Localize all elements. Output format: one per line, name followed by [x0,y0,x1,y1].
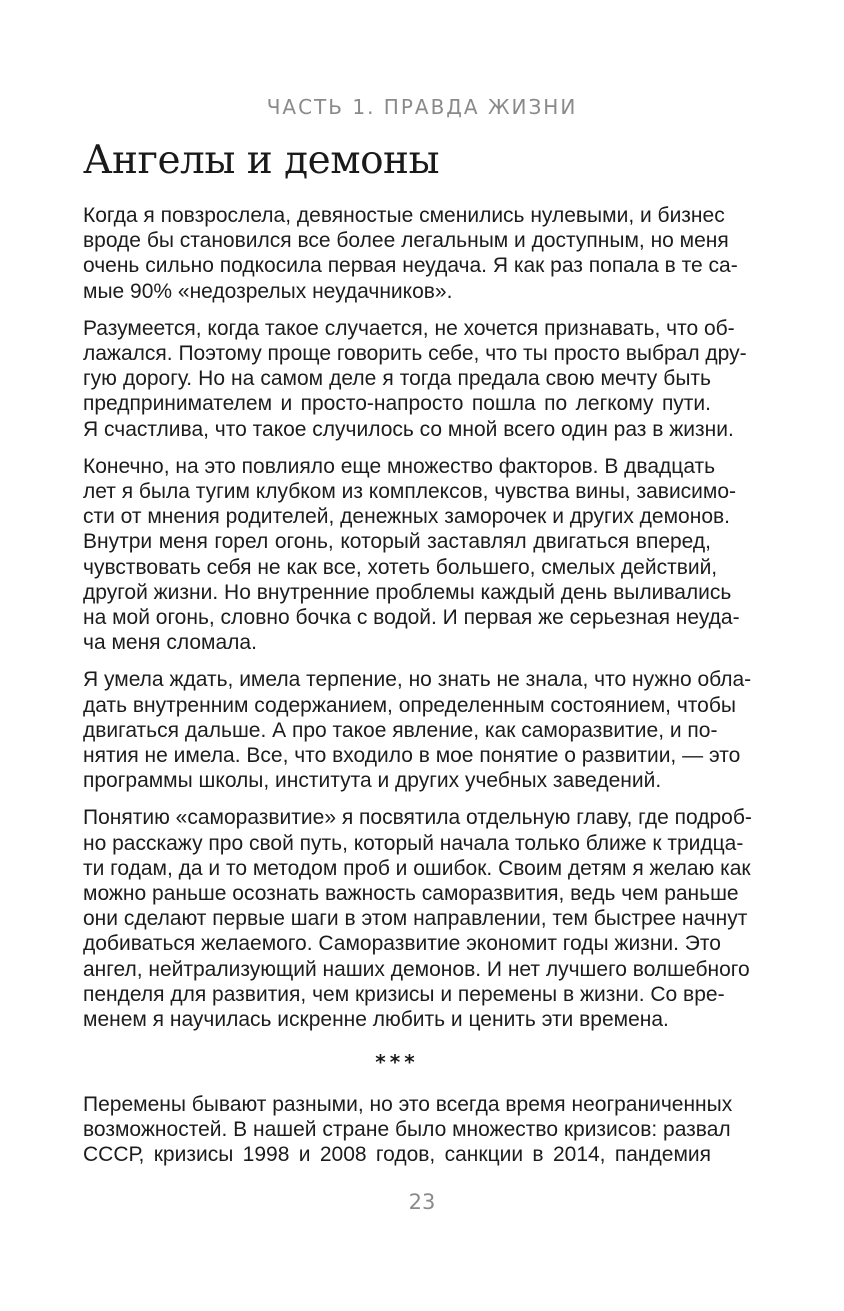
text-line: Внутри меня горел огонь, который заставлял двигаться вперед, [83,530,711,554]
text-line: нятия не имела. Все, что входило в мое понятие о развитии, — это [83,744,741,768]
chapter-title: Ангелы и демоны [83,138,440,183]
text-line: менем я научилась искренне любить и ценить эти времена. [83,1008,669,1032]
text-line: вроде бы становился все более легальным и доступным, но меня [83,229,729,253]
text-line: но расскажу про свой путь, который начала только ближе к тридца- [83,831,744,855]
text-line: мые 90% «недозрелых неудачников». [83,279,453,303]
text-line: Я счастлива, что такое случилось со мной всего один раз в жизни. [83,417,734,441]
text-line: чувствовать себя не как все, хотеть большего, смелых действий, [83,555,718,579]
text-line: можно раньше осознать важность саморазвития, ведь чем раньше [83,882,739,906]
text-line: очень сильно подкосила первая неудача. Я как раз попала в те са- [83,254,738,278]
text-line: лажался. Поэтому проще говорить себе, что ты просто выбрал дру- [83,342,747,366]
text-line: СССР, кризисы 1998 и 2008 годов, санкции в 2014, пандемия [83,1142,711,1166]
paragraph-2 [83,316,747,442]
text-line: сти от мнения родителей, денежных заморочек и других демонов. [83,505,730,529]
paragraph-1 [83,203,738,304]
page-number: 23 [408,1190,436,1214]
text-line: программы школы, института и других учебных заведений. [83,769,662,793]
text-line: ти годам, да и то методом проб и ошибок. Своим детям я желаю как [83,856,751,880]
text-line: Конечно, на это повлияло еще множество факторов. В двадцать [83,454,716,478]
paragraph-5 [83,805,752,1032]
text-line: Понятию «саморазвитие» я посвятила отдельную главу, где подроб- [83,806,752,830]
text-line: Когда я повзрослела, девяностые сменились нулевыми, и бизнес [83,204,725,227]
text-line: возможностей. В нашей стране было множество кризисов: развал [83,1117,731,1141]
text-line: Разумеется, когда такое случается, не хочется признавать, что об- [83,316,735,340]
text-line: дать внутренним содержанием, определенным состоянием, чтобы [83,693,736,717]
paragraph-3 [83,454,740,656]
text-line: двигаться дальше. А про такое явление, как саморазвитие, и по- [83,718,718,742]
paragraph-6 [83,1092,733,1168]
section-separator: *** [375,1050,419,1075]
text-line: предпринимателем и просто-напросто пошла по легкому пути. [83,392,711,416]
text-line: гую дорогу. Но на самом деле я тогда предала свою мечту быть [83,367,711,391]
text-line: на мой огонь, словно бочка с водой. И первая же серьезная неуда- [83,606,740,630]
text-line: ча меня сломала. [83,631,257,655]
text-line: лет я была тугим клубком из комплексов, чувства вины, зависимо- [83,480,737,504]
text-line: ангел, нейтрализующий наших демонов. И нет лучшего волшебного [83,957,750,981]
text-line: пенделя для развития, чем кризисы и перемены в жизни. Со вре- [83,982,725,1006]
text-line: добиваться желаемого. Саморазвитие экономит годы жизни. Это [83,932,721,956]
text-line: они сделают первые шаги в этом направлении, тем быстрее начнут [83,907,748,931]
text-line: Я умела ждать, имела терпение, но знать не знала, что нужно обла- [83,668,752,692]
running-head: ЧАСТЬ 1. ПРАВДА ЖИЗНИ [266,95,578,119]
text-line: другой жизни. Но внутренние проблемы каждый день выливались [83,580,732,604]
paragraph-4 [83,667,752,793]
text-line: Перемены бывают разными, но это всегда время неограниченных [83,1092,733,1116]
body-text [83,203,752,1179]
